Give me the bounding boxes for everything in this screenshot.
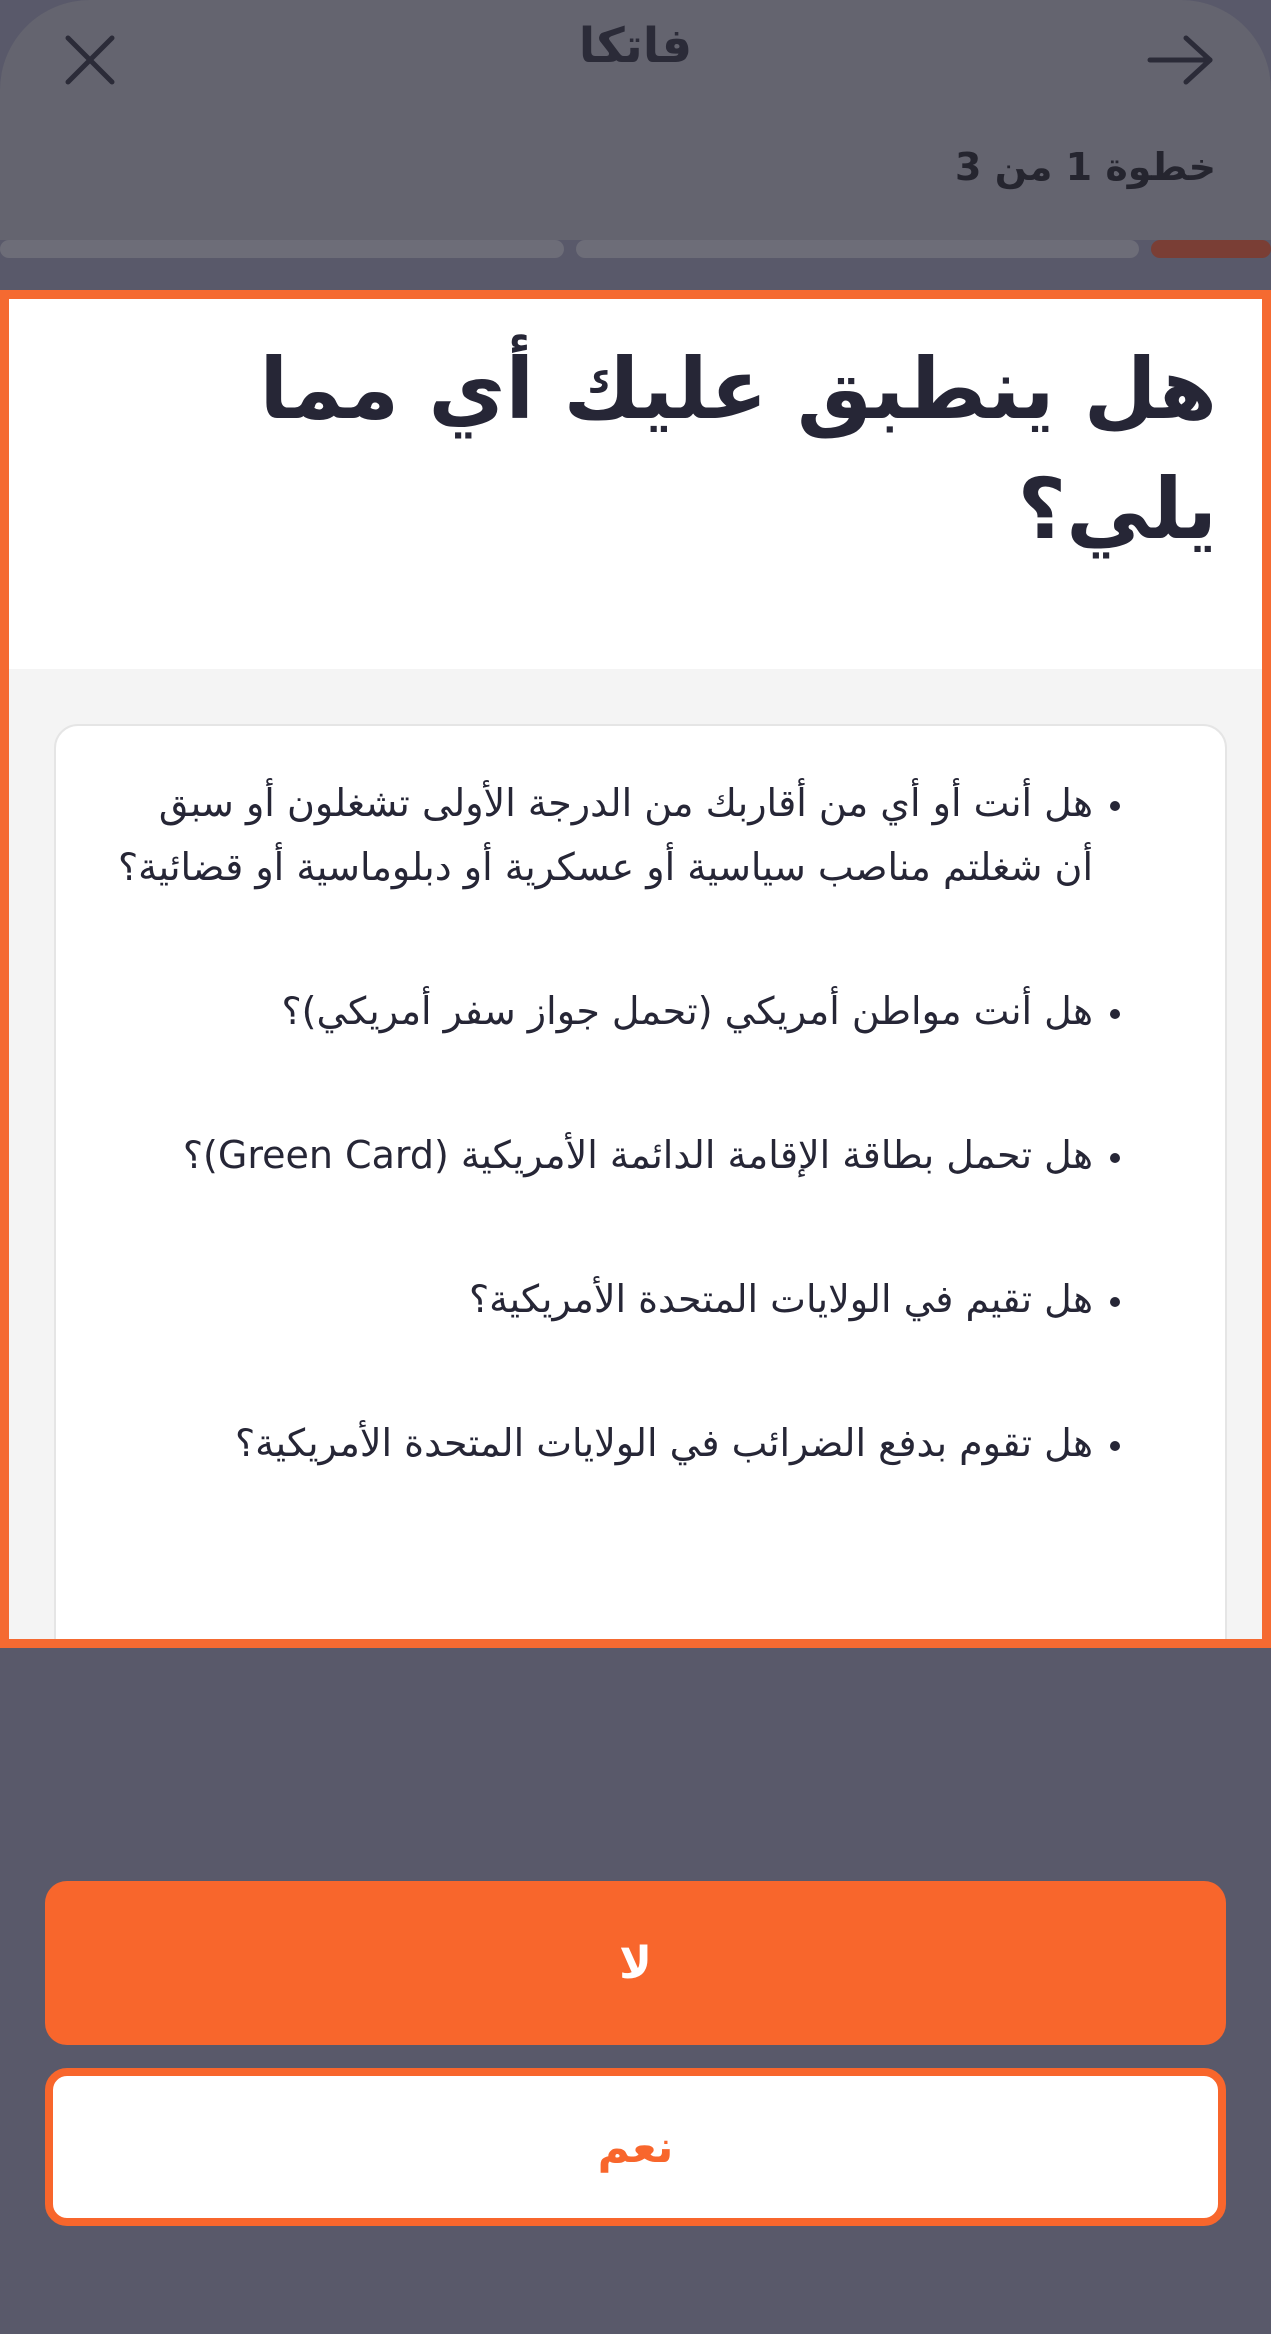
- questions-card[interactable]: [54, 724, 1227, 1648]
- progress-bar: [0, 240, 1271, 258]
- question-heading: هل ينطبق عليك أي مما يلي؟: [259, 340, 1217, 558]
- question-panel: [0, 290, 1271, 1648]
- list-item: • هل تقيم في الولايات المتحدة الأمريكية؟: [116, 1267, 1093, 1331]
- no-button[interactable]: لا: [45, 1881, 1226, 2045]
- list-item: • هل أنت أو أي من أقاربك من الدرجة الأولى تشغلون أو سبق أن شغلتم مناصب سياسية أو عسكرية أو دبلوماسية أو قضائية؟: [116, 771, 1093, 899]
- progress-segment-2: [576, 240, 1140, 258]
- list-item: • هل تقوم بدفع الضرائب في الولايات المتحدة الأمريكية؟: [116, 1411, 1093, 1475]
- heading-area: [9, 299, 1262, 669]
- arrow-right-icon: [1146, 32, 1216, 88]
- step-indicator: خطوة 1 من 3: [955, 145, 1216, 189]
- progress-segment-3: [0, 240, 564, 258]
- top-bar: [0, 0, 1271, 240]
- progress-segment-1: [1151, 240, 1271, 258]
- back-button[interactable]: [1136, 20, 1226, 100]
- yes-button[interactable]: نعم: [45, 2068, 1226, 2226]
- list-item: • هل أنت مواطن أمريكي (تحمل جواز سفر أمريكي)؟: [116, 979, 1093, 1043]
- list-item: • هل تحمل بطاقة الإقامة الدائمة الأمريكية (Green Card)؟: [116, 1123, 1093, 1187]
- page-title: فاتكا: [578, 18, 693, 74]
- questions-list: [116, 771, 1135, 1475]
